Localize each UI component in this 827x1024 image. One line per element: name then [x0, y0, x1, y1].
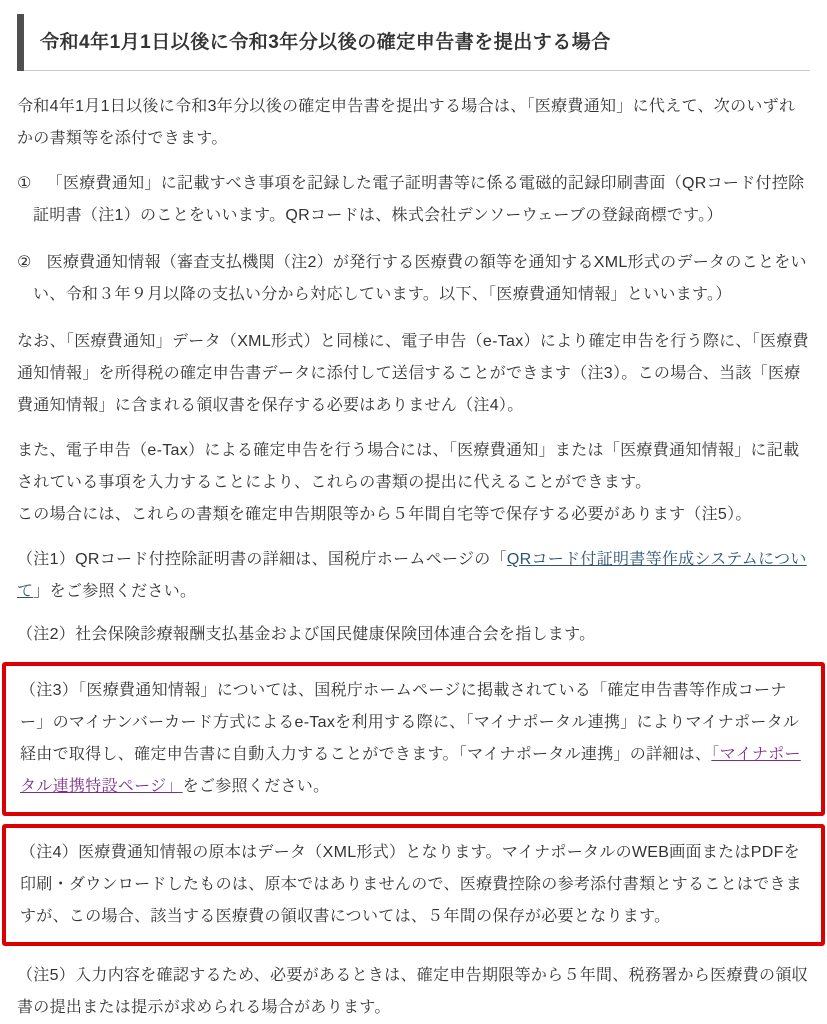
page-title: 令和4年1月1日以後に令和3年分以後の確定申告書を提出する場合 [40, 32, 611, 53]
note-3-text-after: をご参照ください。 [182, 778, 330, 795]
note-1-text-after: 」をご参照ください。 [33, 583, 197, 600]
qr-system-link[interactable]: QRコード付証明書等作成システムについて [17, 551, 807, 600]
item-1-marker: ① [17, 175, 32, 192]
list-item-2 [17, 247, 810, 311]
note-5: （注5）入力内容を確認するため、必要があるときは、確定申告期限等から５年間、税務署から医療費の領収書の提出または提示が求められる場合があります。 [17, 967, 808, 1016]
section-heading-inner [24, 14, 810, 71]
highlight-box-note3 [2, 662, 825, 816]
paragraph-etax-input-line1: また、電子申告（e-Tax）による確定申告を行う場合には、「医療費通知」または「医療費通知情報」に記載されている事項を入力することにより、これらの書類の提出に代えることができます。 [17, 442, 800, 491]
note-3-text-before: （注3）「医療費通知情報」については、国税庁ホームページに掲載されている「確定申告書等作成コーナー」のマイナンバーカード方式によるe-Taxを利用する際に、「マイナポータル連携」によりマイナポータル経由で取得し、確定申告書に自動入力することができます。「マイナポータル連携」の詳細は、 [20, 682, 800, 763]
note-1 [17, 544, 810, 608]
note-2: （注2）社会保険診療報酬支払基金および国民健康保険団体連合会を指します。 [17, 626, 596, 643]
item-1-text: 「医療費通知」に記載すべき事項を記録した電子証明書等に係る電磁的記録印刷書面（QRコード付控除証明書（注1）のことをいいます。QRコードは、株式会社デンソーウェーブの登録商標です。） [33, 175, 805, 224]
section-heading-block [17, 14, 810, 71]
item-2-marker: ② [17, 254, 32, 271]
intro-paragraph: 令和4年1月1日以後に令和3年分以後の確定申告書を提出する場合は、「医療費通知」に代えて、次のいずれかの書類等を添付できます。 [17, 98, 796, 147]
paragraph-etax-input-line2: この場合には、これらの書類を確定申告期限等から５年間自宅等で保存する必要があります（注5）。 [17, 506, 752, 523]
paragraph-etax-input [17, 435, 810, 531]
list-item-1 [17, 168, 810, 232]
mynaportal-link[interactable]: 「マイナポータル連携特設ページ」 [20, 746, 801, 795]
note-4-text: （注4）医療費通知情報の原本はデータ（XML形式）となります。マイナポータルのWEB画面またはPDFを印刷・ダウンロードしたものは、原本ではありませんので、医療費控除の参考添付書類とすることはできますが、この場合、該当する医療費の領収書については、５年間の保存が必要となります。 [20, 844, 803, 925]
note-1-text-before: （注1）QRコード付控除証明書の詳細は、国税庁ホームページの「 [17, 551, 507, 568]
highlight-box-note4 [2, 824, 825, 946]
paragraph-etax-send: なお、「医療費通知」データ（XML形式）と同様に、電子申告（e-Tax）により確定申告を行う際に、「医療費通知情報」を所得税の確定申告書データに添付して送信することができます（注3）。この場合、当該「医療費通知情報」に含まれる領収書を保存する必要はありません（注4）。 [17, 333, 809, 414]
item-2-text: 医療費通知情報（審査支払機関（注2）が発行する医療費の額等を通知するXML形式のデータのことをいい、令和３年９月以降の支払い分から対応しています。以下、「医療費通知情報」といいます。） [33, 254, 807, 303]
